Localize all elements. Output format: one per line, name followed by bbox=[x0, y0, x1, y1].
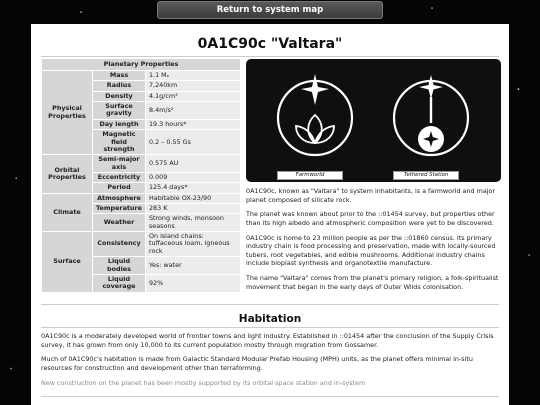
group-physical: Physical Properties bbox=[42, 71, 92, 154]
description bbox=[246, 187, 501, 297]
group-surface: Surface bbox=[42, 232, 92, 292]
section-heading-underline bbox=[41, 327, 499, 328]
key-liquid-bodies: Liquid bodies bbox=[93, 257, 145, 274]
key-period: Period bbox=[93, 183, 145, 192]
description-paragraph: The name "Valtara" comes from the planet's primary religion, a folk-spiritualist movement that began in the early days of Outer Wilds colonisation. bbox=[246, 274, 499, 291]
key-density: Density bbox=[93, 92, 145, 101]
description-paragraph: 0A1C90c, known as "Valtara" to system inhabitants, is a farmworld and major planet composed of silicate rock. bbox=[246, 187, 496, 204]
val-weather: Strong winds, monsoon seasons bbox=[146, 214, 240, 231]
key-day-length: Day length bbox=[93, 120, 145, 129]
key-consistency: Consistency bbox=[93, 232, 145, 256]
farmworld-emblem-icon bbox=[278, 74, 352, 155]
val-density: 4.1g/cm³ bbox=[146, 92, 240, 101]
tethered-station-emblem-icon bbox=[394, 75, 468, 155]
val-radius: 7,240km bbox=[146, 81, 240, 90]
top-bar bbox=[0, 0, 540, 22]
description-paragraph: 0A1C90c is home to 23 million people as per the ::01860 census. Its primary industry chain is food processing and preservation, made with locally-sourced tubers, root vegetables, and edible mushrooms. Additional industry chains include bioplast synthesis and organotextile manufacture. bbox=[246, 233, 496, 268]
val-atmosphere: Habitable OX-23/90 bbox=[146, 194, 240, 203]
habitation-paragraph: 0A1C90c is a moderately developed world of frontier towns and light industry. Established in ::01454 after the conclusion of the Supply Crisis survey, it has grown from only 10,000 to its current population mostly through migration from Gossamer. bbox=[41, 332, 494, 349]
val-liquid-bodies: Yes: water bbox=[146, 257, 240, 274]
title-divider bbox=[41, 56, 499, 57]
key-magnetic-field: Magnetic field strength bbox=[93, 130, 145, 154]
key-mass: Mass bbox=[93, 71, 145, 80]
planetary-properties-table bbox=[41, 58, 241, 293]
return-to-system-map-button[interactable]: Return to system map bbox=[157, 1, 383, 19]
key-semi-major-axis: Semi-major axis bbox=[93, 155, 145, 172]
val-liquid-coverage: 92% bbox=[146, 275, 240, 292]
key-weather: Weather bbox=[93, 214, 145, 231]
planet-emblems-image bbox=[246, 59, 501, 182]
val-consistency: On island chains: tuffaceous loam, igneous rock bbox=[146, 232, 240, 256]
val-semi-major-axis: 0.575 AU bbox=[146, 155, 240, 172]
group-orbital: Orbital Properties bbox=[42, 155, 92, 192]
habitation-text bbox=[41, 332, 499, 393]
habitation-paragraph: Much of 0A1C90c's habitation is made from Galactic Standard Modular Prefab Housing (MPH) units, as the planet offers minimal in-situ resources for construction and development other than terraforming. bbox=[41, 355, 473, 372]
description-paragraph: The planet was known about prior to the ::01454 survey, but properties other than its high albedo and atmospheric composition were yet to be discovered. bbox=[246, 210, 495, 227]
caption-farmworld: Farmworld bbox=[277, 171, 343, 180]
key-temperature: Temperature bbox=[93, 204, 145, 213]
val-surface-gravity: 8.4m/s² bbox=[146, 102, 240, 119]
val-eccentricity: 0.009 bbox=[146, 173, 240, 182]
group-climate: Climate bbox=[42, 194, 92, 231]
key-eccentricity: Eccentricity bbox=[93, 173, 145, 182]
caption-tethered-station: Tethered Station bbox=[393, 171, 459, 180]
val-magnetic-field: 0.2 – 0.55 Gs bbox=[146, 130, 240, 154]
page-title: 0A1C90c "Valtara" bbox=[197, 36, 343, 52]
val-mass: 1.1 Mₑ bbox=[146, 71, 240, 80]
properties-header: Planetary Properties bbox=[42, 59, 240, 70]
val-day-length: 19.3 hours* bbox=[146, 120, 240, 129]
planet-page bbox=[31, 24, 509, 405]
key-atmosphere: Atmosphere bbox=[93, 194, 145, 203]
habitation-heading: Habitation bbox=[238, 313, 302, 325]
habitation-paragraph-faded: New construction on the planet has been mostly supported by its orbital space station and in-system bbox=[41, 378, 366, 387]
emblems-svg bbox=[246, 59, 501, 182]
key-surface-gravity: Surface gravity bbox=[93, 102, 145, 119]
key-liquid-coverage: Liquid coverage bbox=[93, 275, 145, 292]
val-period: 125.4 days* bbox=[146, 183, 240, 192]
section-divider bbox=[41, 304, 499, 305]
key-radius: Radius bbox=[93, 81, 145, 90]
val-temperature: 283 K bbox=[146, 204, 240, 213]
bottom-divider bbox=[41, 396, 499, 397]
